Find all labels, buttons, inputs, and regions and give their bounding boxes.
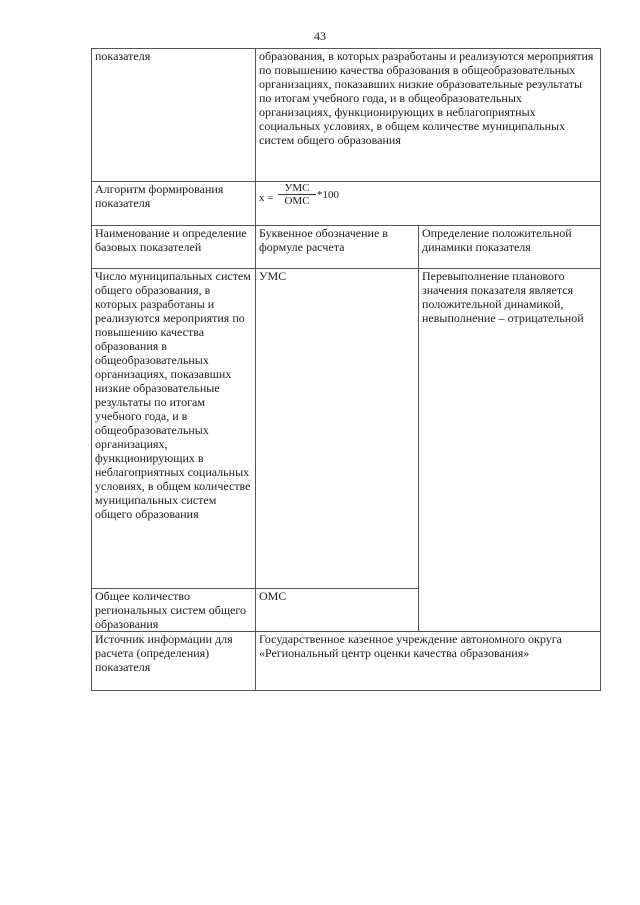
data-source-row	[92, 632, 601, 691]
algorithm-label: Алгоритм формирования показателя	[92, 182, 256, 226]
algorithm-formula-cell	[256, 182, 601, 226]
header-positive-dynamics: Определение положительной динамики показателя	[419, 226, 601, 269]
data-source-text: Государственное казенное учреждение автономного округа «Региональный центр оценки качества образования»	[256, 632, 601, 691]
indicator-passport-table	[91, 48, 601, 691]
base-indicator-symbol-oms: ОМС	[256, 589, 419, 632]
indicator-name-text: образования, в которых разработаны и реализуются мероприятия по повышению качества образования в общеобразовательных организациях, показавших низкие образовательные результаты по итогам учебного года, и в общеобразовательных организациях, функционирующих в неблагоприятных социальных условиях, в общем количестве муниципальных систем общего образования	[256, 49, 601, 182]
header-name-definition: Наименование и определение базовых показателей	[92, 226, 256, 269]
positive-dynamics-definition: Перевыполнение планового значения показателя является положительной динамикой, невыполнение – отрицательной	[419, 269, 601, 632]
indicator-name-row	[92, 49, 601, 182]
base-indicator-name-ums: Число муниципальных систем общего образования, в которых разработаны и реализуются мероприятия по повышению качества образования в общеобразовательных организациях, показавших низкие образовательные результаты по итогам учебного года, и в общеобразовательных организациях, функционирующих в неблагоприятных социальных условиях, в общем количестве муниципальных систем общего образования	[92, 269, 256, 589]
base-indicator-row-ums	[92, 269, 601, 589]
base-indicators-header-row	[92, 226, 601, 269]
base-indicator-name-oms: Общее количество региональных систем общего образования	[92, 589, 256, 632]
formula-multiplier: *100	[317, 189, 339, 201]
formula-numerator: УМС	[278, 182, 316, 195]
formula-lhs: x =	[259, 192, 274, 204]
page-number: 43	[314, 29, 326, 43]
data-source-label: Источник информации для расчета (определения) показателя	[92, 632, 256, 691]
algorithm-row	[92, 182, 601, 226]
indicator-name-label: показателя	[92, 49, 256, 182]
header-letter-symbol: Буквенное обозначение в формуле расчета	[256, 226, 419, 269]
formula-fraction	[278, 182, 316, 208]
formula	[259, 182, 597, 210]
formula-denominator: ОМС	[284, 195, 310, 207]
base-indicator-symbol-ums: УМС	[256, 269, 419, 589]
